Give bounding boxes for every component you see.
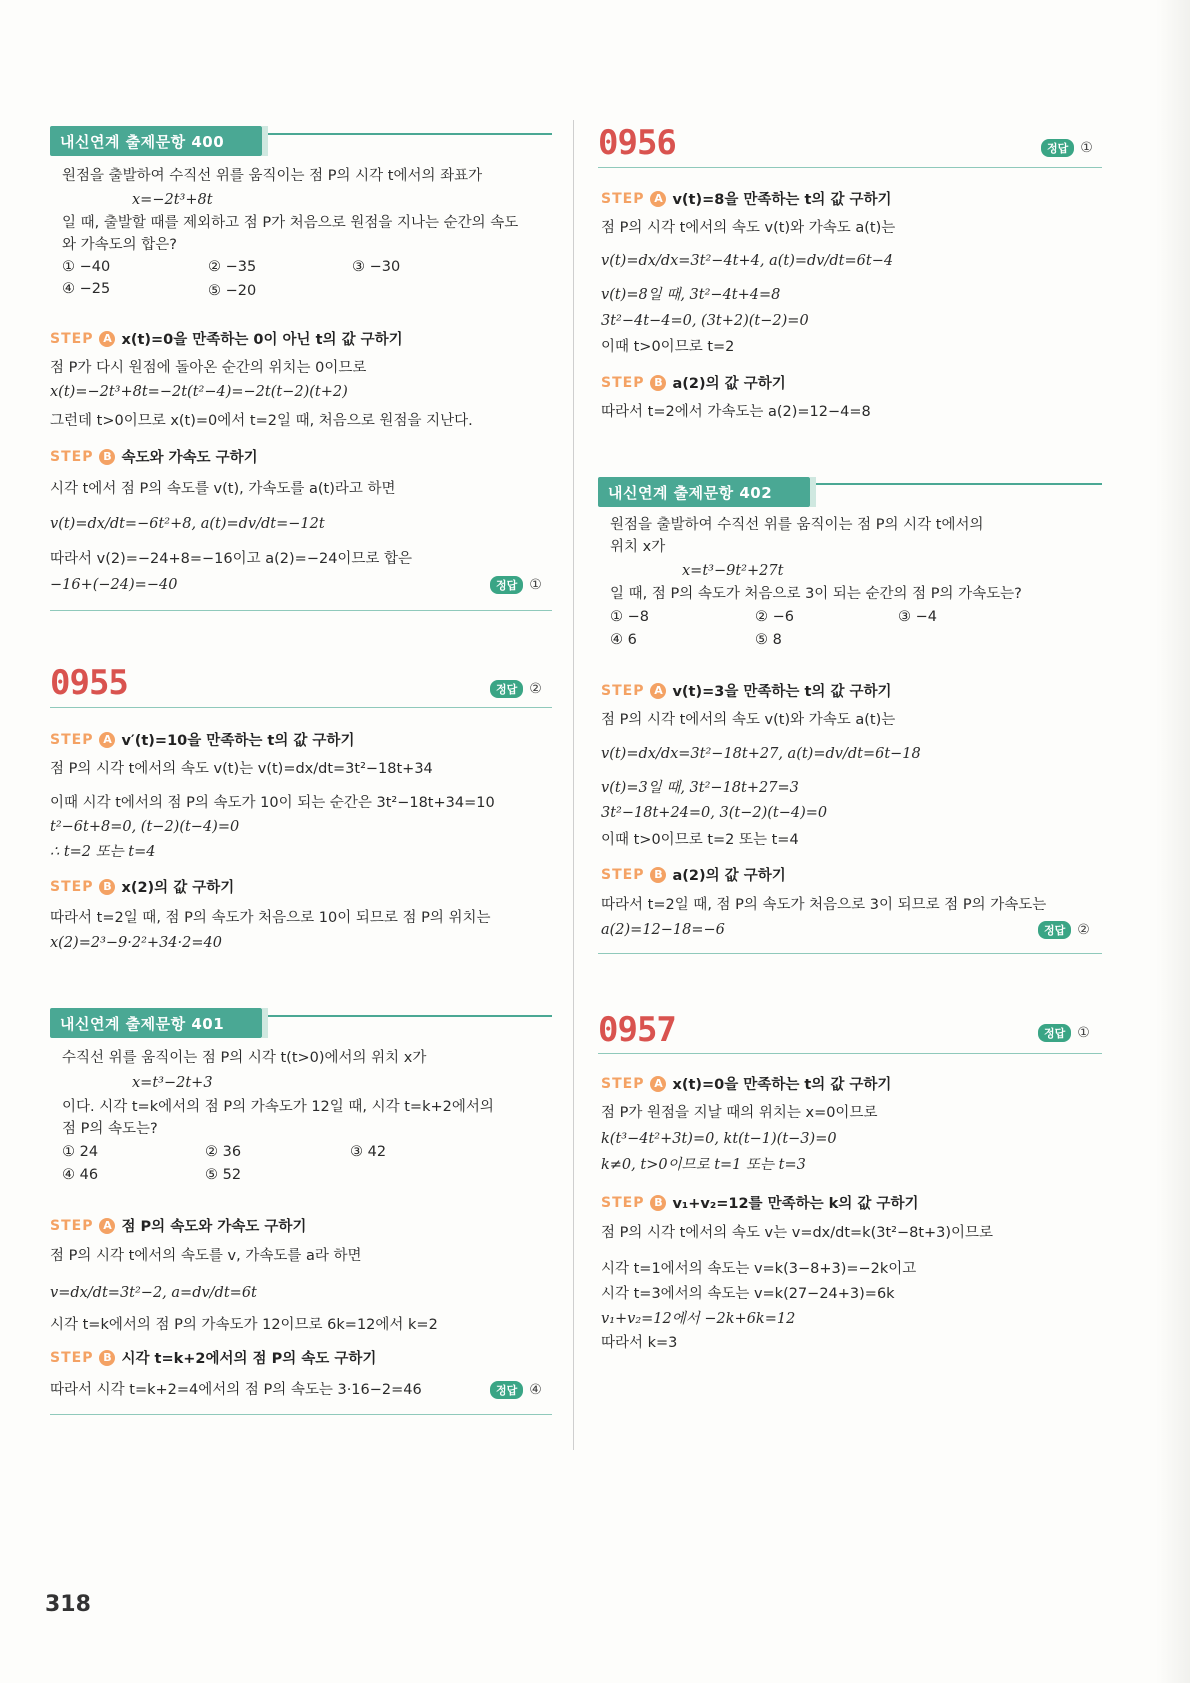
solution-line: 따라서 t=2일 때, 점 P의 속도가 처음으로 3이 되므로 점 P의 가속도는 bbox=[601, 897, 1047, 913]
step-letter-badge: A bbox=[99, 331, 115, 347]
step-a-heading: STEP A x(t)=0을 만족하는 0이 아닌 t의 값 구하기 bbox=[50, 330, 403, 348]
problem-header-402 bbox=[598, 477, 810, 507]
step-letter-badge: B bbox=[99, 449, 115, 465]
choice-3: ③ −30 bbox=[352, 259, 401, 275]
solution-formula: v(t)=dx/dx=3t²−4t+4, a(t)=dv/dt=6t−4 bbox=[601, 253, 894, 269]
choice-5: ⑤ 52 bbox=[205, 1167, 242, 1183]
solution-formula: x(t)=−2t³+8t=−2t(t²−4)=−2t(t−2)(t+2) bbox=[50, 384, 348, 400]
solution-formula: 3t²−4t−4=0, (3t+2)(t−2)=0 bbox=[601, 313, 809, 329]
choice-2: ② 36 bbox=[205, 1144, 242, 1160]
solution-line: 시각 t=1에서의 속도는 v=k(3−8+3)=−2k이고 bbox=[601, 1261, 917, 1277]
column-divider bbox=[573, 120, 574, 1450]
step-a-heading: STEP A 점 P의 속도와 가속도 구하기 bbox=[50, 1217, 307, 1235]
solution-line: 점 P의 시각 t에서의 속도 v(t)는 v(t)=dx/dt=3t²−18t+34 bbox=[50, 761, 433, 777]
choice-1: ① −8 bbox=[610, 609, 649, 625]
solution-line: 점 P가 원점을 지날 때의 위치는 x=0이므로 bbox=[601, 1105, 878, 1121]
choice-1: ① 24 bbox=[62, 1144, 99, 1160]
section-rule bbox=[598, 1053, 1102, 1054]
problem-header-label: 내신연계 출제문항 402 bbox=[608, 484, 773, 502]
question-text: 와 가속도의 합은? bbox=[62, 237, 177, 253]
solution-formula: t²−6t+8=0, (t−2)(t−4)=0 bbox=[50, 819, 240, 835]
step-b-heading: STEP B a(2)의 값 구하기 bbox=[601, 374, 786, 392]
solution-line: 점 P의 시각 t에서의 속도 v(t)와 가속도 a(t)는 bbox=[601, 220, 896, 236]
section-rule bbox=[50, 1414, 552, 1415]
step-letter-badge: B bbox=[99, 1350, 115, 1366]
step-letter-badge: A bbox=[650, 683, 666, 699]
step-b-heading: STEP B x(2)의 값 구하기 bbox=[50, 878, 235, 896]
problem-header-400 bbox=[50, 126, 262, 156]
solution-line: 따라서 t=2에서 가속도는 a(2)=12−4=8 bbox=[601, 404, 871, 420]
problem-number: 0956 bbox=[598, 123, 676, 163]
answer-badge: 정답 ① bbox=[1041, 139, 1093, 157]
problem-header-label: 내신연계 출제문항 401 bbox=[60, 1015, 225, 1033]
choice-4: ④ 6 bbox=[610, 632, 637, 648]
choice-5: ⑤ −20 bbox=[208, 283, 257, 299]
solution-line: 점 P의 시각 t에서의 속도 v는 v=dx/dt=k(3t²−8t+3)이므로 bbox=[601, 1225, 994, 1241]
step-b-heading: STEP B 속도와 가속도 구하기 bbox=[50, 448, 258, 466]
solution-formula: −16+(−24)=−40 bbox=[50, 577, 178, 593]
step-b-heading: STEP B 시각 t=k+2에서의 점 P의 속도 구하기 bbox=[50, 1349, 377, 1367]
step-letter-badge: B bbox=[650, 1195, 666, 1211]
solution-line: 따라서 시각 t=k+2=4에서의 점 P의 속도는 3·16−2=46 bbox=[50, 1382, 422, 1398]
problem-number: 0957 bbox=[598, 1010, 676, 1050]
choice-4: ④ −25 bbox=[62, 281, 111, 297]
answer-badge: 정답 ② bbox=[1038, 921, 1090, 939]
page-number: 318 bbox=[45, 1592, 91, 1617]
solution-line: 시각 t=3에서의 속도는 v=k(27−24+3)=6k bbox=[601, 1286, 895, 1302]
step-b-heading: STEP B a(2)의 값 구하기 bbox=[601, 866, 786, 884]
problem-number: 0955 bbox=[50, 663, 128, 703]
step-b-heading: STEP B v₁+v₂=12를 만족하는 k의 값 구하기 bbox=[601, 1194, 919, 1212]
solution-formula: a(2)=12−18=−6 bbox=[601, 922, 725, 938]
solution-formula: ∴ t=2 또는 t=4 bbox=[50, 844, 156, 860]
step-a-heading: STEP A v′(t)=10을 만족하는 t의 값 구하기 bbox=[50, 731, 355, 749]
solution-line: 이때 시각 t에서의 점 P의 속도가 10이 되는 순간은 3t²−18t+34=10 bbox=[50, 795, 495, 811]
section-rule bbox=[598, 167, 1102, 168]
problem-header-401 bbox=[50, 1008, 262, 1038]
choice-3: ③ 42 bbox=[350, 1144, 387, 1160]
page-edge-shade bbox=[1156, 0, 1190, 1683]
answer-badge: 정답 ② bbox=[490, 680, 542, 698]
step-letter-badge: A bbox=[650, 191, 666, 207]
solution-line: 따라서 t=2일 때, 점 P의 속도가 처음으로 10이 되므로 점 P의 위치는 bbox=[50, 910, 491, 926]
step-a-heading: STEP A v(t)=8을 만족하는 t의 값 구하기 bbox=[601, 190, 892, 208]
question-text: 점 P의 속도는? bbox=[62, 1121, 158, 1137]
step-letter-badge: B bbox=[650, 867, 666, 883]
solution-line: 따라서 v(2)=−24+8=−16이고 a(2)=−24이므로 합은 bbox=[50, 551, 413, 567]
question-text: 위치 x가 bbox=[610, 539, 666, 555]
question-text: 수직선 위를 움직이는 점 P의 시각 t(t>0)에서의 위치 x가 bbox=[62, 1050, 427, 1066]
solution-line: 시각 t=k에서의 점 P의 가속도가 12이므로 6k=12에서 k=2 bbox=[50, 1317, 438, 1333]
solution-line: 점 P가 다시 원점에 돌아온 순간의 위치는 0이므로 bbox=[50, 360, 367, 376]
question-text: 원점을 출발하여 수직선 위를 움직이는 점 P의 시각 t에서의 bbox=[610, 517, 984, 533]
answer-badge: 정답 ④ bbox=[490, 1381, 542, 1399]
choice-4: ④ 46 bbox=[62, 1167, 99, 1183]
section-rule bbox=[598, 953, 1102, 954]
choice-2: ② −35 bbox=[208, 259, 257, 275]
question-text: 이다. 시각 t=k에서의 점 P의 가속도가 12일 때, 시각 t=k+2에서의 bbox=[62, 1099, 494, 1115]
solution-formula: v=dx/dt=3t²−2, a=dv/dt=6t bbox=[50, 1285, 257, 1301]
question-text: 일 때, 출발할 때를 제외하고 점 P가 처음으로 원점을 지나는 순간의 속도 bbox=[62, 215, 519, 231]
step-letter-badge: B bbox=[99, 879, 115, 895]
solution-line: 시각 t에서 점 P의 속도를 v(t), 가속도를 a(t)라고 하면 bbox=[50, 481, 396, 497]
solution-line: 점 P의 시각 t에서의 속도를 v, 가속도를 a라 하면 bbox=[50, 1248, 362, 1264]
solution-formula: 3t²−18t+24=0, 3(t−2)(t−4)=0 bbox=[601, 805, 828, 821]
solution-line: 이때 t>0이므로 t=2 또는 t=4 bbox=[601, 832, 799, 848]
choice-5: ⑤ 8 bbox=[755, 632, 782, 648]
question-formula: x=−2t³+8t bbox=[132, 192, 213, 208]
solution-formula: v(t)=dx/dx=3t²−18t+27, a(t)=dv/dt=6t−18 bbox=[601, 746, 921, 762]
choice-3: ③ −4 bbox=[898, 609, 937, 625]
step-letter-badge: A bbox=[99, 1218, 115, 1234]
solution-formula: k(t³−4t²+3t)=0, kt(t−1)(t−3)=0 bbox=[601, 1131, 837, 1147]
solution-formula: v(t)=dx/dt=−6t²+8, a(t)=dv/dt=−12t bbox=[50, 516, 325, 532]
solution-formula: v(t)=3일 때, 3t²−18t+27=3 bbox=[601, 780, 799, 796]
step-letter-badge: A bbox=[650, 1076, 666, 1092]
choice-2: ② −6 bbox=[755, 609, 794, 625]
step-letter-badge: A bbox=[99, 732, 115, 748]
answer-badge: 정답 ① bbox=[1038, 1024, 1090, 1042]
step-letter-badge: B bbox=[650, 375, 666, 391]
question-text: 일 때, 점 P의 속도가 처음으로 3이 되는 순간의 점 P의 가속도는? bbox=[610, 586, 1022, 602]
section-rule bbox=[50, 707, 552, 708]
solution-line: 그런데 t>0이므로 x(t)=0에서 t=2일 때, 처음으로 원점을 지난다. bbox=[50, 413, 473, 429]
solution-line: 점 P의 시각 t에서의 속도 v(t)와 가속도 a(t)는 bbox=[601, 712, 896, 728]
step-a-heading: STEP A x(t)=0을 만족하는 t의 값 구하기 bbox=[601, 1075, 892, 1093]
solution-line: 이때 t>0이므로 t=2 bbox=[601, 339, 735, 355]
solution-formula: v(t)=8일 때, 3t²−4t+4=8 bbox=[601, 287, 781, 303]
section-rule bbox=[50, 610, 552, 611]
question-formula: x=t³−9t²+27t bbox=[682, 563, 784, 579]
question-formula: x=t³−2t+3 bbox=[132, 1075, 213, 1091]
question-text: 원점을 출발하여 수직선 위를 움직이는 점 P의 시각 t에서의 좌표가 bbox=[62, 168, 483, 184]
step-a-heading: STEP A v(t)=3을 만족하는 t의 값 구하기 bbox=[601, 682, 892, 700]
solution-line: 따라서 k=3 bbox=[601, 1335, 678, 1351]
choice-1: ① −40 bbox=[62, 259, 111, 275]
solution-formula: k≠0, t>0이므로 t=1 또는 t=3 bbox=[601, 1157, 806, 1173]
answer-badge: 정답 ① bbox=[490, 576, 542, 594]
solution-formula: x(2)=2³−9·2²+34·2=40 bbox=[50, 935, 222, 951]
solution-formula: v₁+v₂=12에서 −2k+6k=12 bbox=[601, 1311, 796, 1327]
problem-header-label: 내신연계 출제문항 400 bbox=[60, 133, 225, 151]
